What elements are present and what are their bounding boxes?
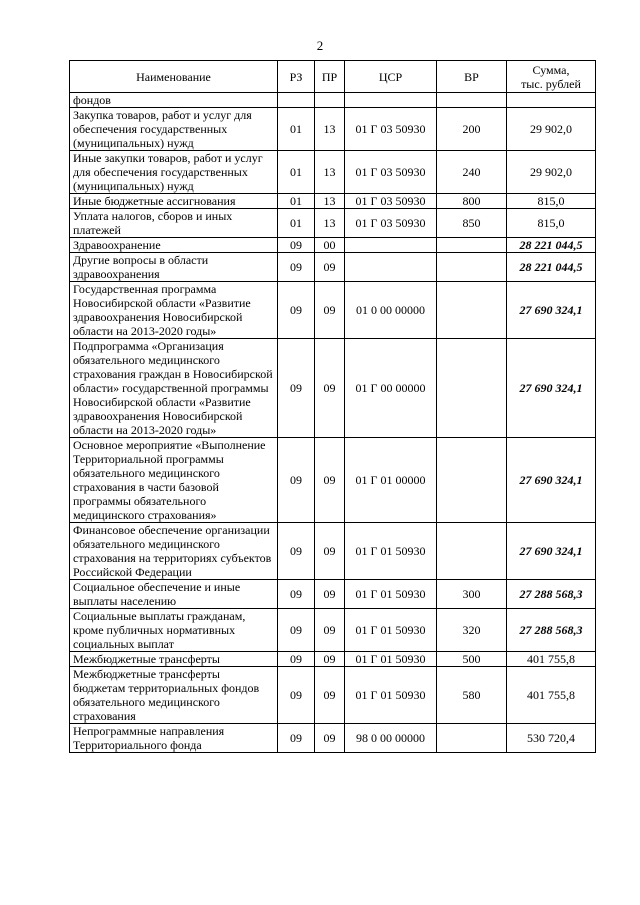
cell-vr	[437, 253, 507, 282]
cell-pr: 09	[315, 609, 345, 652]
cell-csr: 01 Г 03 50930	[345, 194, 437, 209]
cell-rz: 09	[278, 282, 315, 339]
cell-pr: 13	[315, 151, 345, 194]
table-row	[70, 108, 596, 151]
header-rz: РЗ	[278, 61, 315, 93]
cell-vr	[437, 93, 507, 108]
budget-table	[69, 60, 596, 753]
cell-sum: 815,0	[507, 194, 596, 209]
cell-vr	[437, 282, 507, 339]
cell-vr	[437, 339, 507, 438]
cell-pr: 09	[315, 523, 345, 580]
table-row	[70, 523, 596, 580]
cell-vr	[437, 438, 507, 523]
cell-csr: 01 Г 01 50930	[345, 652, 437, 667]
header-name: Наименование	[70, 61, 278, 93]
cell-name: Социальное обеспечение и иные выплаты населению	[70, 580, 278, 609]
cell-rz: 09	[278, 724, 315, 753]
cell-vr: 850	[437, 209, 507, 238]
cell-sum: 27 690 324,1	[507, 523, 596, 580]
cell-sum: 27 690 324,1	[507, 282, 596, 339]
cell-rz: 09	[278, 580, 315, 609]
header-sum-line2: тыс. рублей	[521, 76, 581, 91]
table-row	[70, 194, 596, 209]
cell-csr: 01 Г 01 50930	[345, 667, 437, 724]
table-row	[70, 724, 596, 753]
cell-name: Здравоохранение	[70, 238, 278, 253]
cell-rz: 09	[278, 238, 315, 253]
cell-pr: 09	[315, 580, 345, 609]
cell-vr: 200	[437, 108, 507, 151]
cell-sum: 401 755,8	[507, 667, 596, 724]
header-sum	[507, 61, 596, 93]
cell-csr: 01 Г 03 50930	[345, 151, 437, 194]
cell-rz: 09	[278, 652, 315, 667]
cell-sum: 27 690 324,1	[507, 339, 596, 438]
cell-rz: 01	[278, 151, 315, 194]
table-row	[70, 209, 596, 238]
cell-rz	[278, 93, 315, 108]
cell-name: Подпрограмма «Организация обязательного медицинского страхования граждан в Новосибирской области» государственной программы Новосибирской области «Развитие здравоохранения Новосибирской области на 2013-2020 годы»	[70, 339, 278, 438]
cell-name: Межбюджетные трансферты бюджетам территориальных фондов обязательного медицинского страхования	[70, 667, 278, 724]
cell-csr: 01 Г 01 50930	[345, 609, 437, 652]
cell-rz: 09	[278, 609, 315, 652]
cell-sum: 27 288 568,3	[507, 609, 596, 652]
header-pr: ПР	[315, 61, 345, 93]
table-row	[70, 652, 596, 667]
cell-pr: 09	[315, 652, 345, 667]
cell-csr: 01 Г 03 50930	[345, 108, 437, 151]
cell-csr: 01 0 00 00000	[345, 282, 437, 339]
table-row	[70, 609, 596, 652]
cell-pr: 09	[315, 667, 345, 724]
cell-name: Уплата налогов, сборов и иных платежей	[70, 209, 278, 238]
cell-vr: 500	[437, 652, 507, 667]
cell-pr: 00	[315, 238, 345, 253]
cell-vr	[437, 238, 507, 253]
cell-sum: 815,0	[507, 209, 596, 238]
cell-name: Социальные выплаты гражданам, кроме публичных нормативных социальных выплат	[70, 609, 278, 652]
page-number: 2	[316, 38, 324, 53]
cell-rz: 09	[278, 253, 315, 282]
table-row	[70, 339, 596, 438]
table-row	[70, 282, 596, 339]
cell-name: Закупка товаров, работ и услуг для обеспечения государственных (муниципальных) нужд	[70, 108, 278, 151]
cell-csr	[345, 253, 437, 282]
table-row	[70, 151, 596, 194]
cell-rz: 09	[278, 438, 315, 523]
cell-vr: 800	[437, 194, 507, 209]
cell-name: Основное мероприятие «Выполнение Территориальной программы обязательного медицинского страхования в части базовой программы обязательного медицинского страхования»	[70, 438, 278, 523]
cell-csr: 98 0 00 00000	[345, 724, 437, 753]
cell-sum	[507, 93, 596, 108]
table-row	[70, 238, 596, 253]
header-csr: ЦСР	[345, 61, 437, 93]
cell-name: Непрограммные направления Территориального фонда	[70, 724, 278, 753]
header-row	[70, 61, 596, 93]
cell-vr: 580	[437, 667, 507, 724]
cell-name: Финансовое обеспечение организации обязательного медицинского страхования на территориях субъектов Российской Федерации	[70, 523, 278, 580]
cell-name: Иные закупки товаров, работ и услуг для обеспечения государственных (муниципальных) нужд	[70, 151, 278, 194]
cell-pr: 13	[315, 108, 345, 151]
cell-vr	[437, 724, 507, 753]
cell-name: Государственная программа Новосибирской области «Развитие здравоохранения Новосибирской области на 2013-2020 годы»	[70, 282, 278, 339]
cell-pr: 09	[315, 438, 345, 523]
cell-name: Межбюджетные трансферты	[70, 652, 278, 667]
cell-pr: 09	[315, 339, 345, 438]
cell-csr: 01 Г 01 50930	[345, 580, 437, 609]
cell-sum: 28 221 044,5	[507, 253, 596, 282]
cell-name: Другие вопросы в области здравоохранения	[70, 253, 278, 282]
header-sum-line1: Сумма,	[532, 62, 570, 77]
table-row	[70, 667, 596, 724]
cell-rz: 01	[278, 209, 315, 238]
cell-sum: 401 755,8	[507, 652, 596, 667]
cell-vr: 300	[437, 580, 507, 609]
cell-rz: 09	[278, 667, 315, 724]
cell-csr: 01 Г 01 00000	[345, 438, 437, 523]
table-row	[70, 580, 596, 609]
table-row	[70, 93, 596, 108]
cell-pr: 13	[315, 209, 345, 238]
cell-rz: 01	[278, 194, 315, 209]
cell-csr: 01 Г 00 00000	[345, 339, 437, 438]
cell-name: Иные бюджетные ассигнования	[70, 194, 278, 209]
cell-rz: 01	[278, 108, 315, 151]
cell-sum: 27 690 324,1	[507, 438, 596, 523]
cell-pr: 09	[315, 282, 345, 339]
cell-pr: 09	[315, 724, 345, 753]
cell-sum: 28 221 044,5	[507, 238, 596, 253]
cell-vr	[437, 523, 507, 580]
cell-pr	[315, 93, 345, 108]
cell-csr: 01 Г 03 50930	[345, 209, 437, 238]
cell-rz: 09	[278, 523, 315, 580]
header-vr: ВР	[437, 61, 507, 93]
table-row	[70, 253, 596, 282]
cell-vr: 240	[437, 151, 507, 194]
cell-sum: 29 902,0	[507, 151, 596, 194]
cell-csr	[345, 238, 437, 253]
cell-pr: 09	[315, 253, 345, 282]
table-row	[70, 438, 596, 523]
cell-sum: 29 902,0	[507, 108, 596, 151]
cell-csr	[345, 93, 437, 108]
cell-sum: 530 720,4	[507, 724, 596, 753]
cell-pr: 13	[315, 194, 345, 209]
cell-name: фондов	[70, 93, 278, 108]
cell-rz: 09	[278, 339, 315, 438]
cell-vr: 320	[437, 609, 507, 652]
cell-sum: 27 288 568,3	[507, 580, 596, 609]
cell-csr: 01 Г 01 50930	[345, 523, 437, 580]
